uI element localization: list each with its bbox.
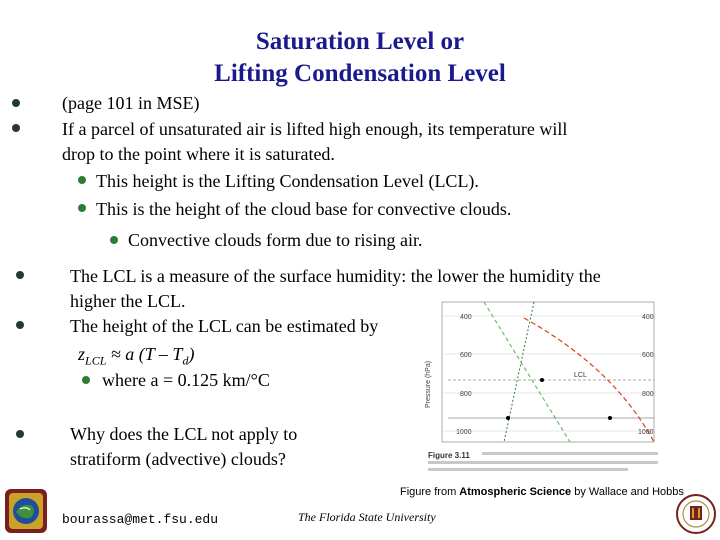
lcl-point <box>540 378 544 382</box>
bullet-lifted-parcel-line-1: If a parcel of unsaturated air is lifted high enough, its temperature will <box>62 119 568 139</box>
figure-caption-heading: Figure 3.11 <box>428 451 470 460</box>
coaps-logo-icon <box>4 488 48 534</box>
bullet-lifted-parcel-line-2: drop to the point where it is saturated. <box>62 144 335 164</box>
bullet-stratiform-question-line-1: Why does the LCL not apply to <box>70 424 298 444</box>
subbullet-cloud-base: This is the height of the cloud base for convective clouds. <box>96 199 512 219</box>
subbullet-lcl-definition: This height is the Lifting Condensation Level (LCL). <box>96 171 479 191</box>
bullet-dot-3 <box>16 271 24 279</box>
tick-left-1000: 1000 <box>456 429 472 436</box>
temperature-point <box>608 416 612 420</box>
tick-left-800: 800 <box>460 391 472 398</box>
dewpoint-point <box>506 416 510 420</box>
bullet-dot-4a <box>82 376 90 384</box>
credit-book-title: Atmospheric Science <box>459 486 572 498</box>
footer-email: bourassa@met.fsu.edu <box>62 512 219 527</box>
bullet-dot-2b-i <box>110 236 118 244</box>
bullet-dot-1 <box>12 99 20 107</box>
bullet-surface-humidity-line-2: higher the LCL. <box>70 291 186 311</box>
formula-subscript-lcl: LCL <box>85 353 107 368</box>
caption-text-blur-1 <box>482 452 658 455</box>
bullet-page-reference: (page 101 in MSE) <box>62 93 200 113</box>
footer-university: The Florida State University <box>298 510 436 524</box>
tick-right-800: 800 <box>642 391 654 398</box>
bullet-dot-2b <box>78 204 86 212</box>
formula-z: z <box>78 344 86 364</box>
bullet-dot-4 <box>16 321 24 329</box>
title-line-1: Saturation Level or <box>255 28 465 55</box>
tick-left-400: 400 <box>460 314 472 321</box>
bullet-dot-2 <box>12 124 20 132</box>
caption-text-blur-3 <box>428 468 628 471</box>
credit-suffix: by Wallace and Hobbs <box>571 486 684 498</box>
skew-t-figure <box>424 298 720 476</box>
bullet-dot-5 <box>16 430 24 438</box>
title-line-2: Lifting Condensation Level <box>214 60 506 87</box>
bullet-dot-2a <box>78 176 86 184</box>
tick-right-400: 400 <box>642 314 654 321</box>
bullet-stratiform-question-line-2: stratiform (advective) clouds? <box>70 449 286 469</box>
diagram-frame <box>442 302 654 442</box>
subbullet-coefficient: where a = 0.125 km/°C <box>102 370 270 390</box>
caption-text-blur-2 <box>428 461 658 464</box>
bullet-surface-humidity-line-1: The LCL is a measure of the surface humidity: the lower the humidity the <box>70 266 601 286</box>
tick-right-600: 600 <box>642 352 654 359</box>
tick-left-600: 600 <box>460 352 472 359</box>
skew-t-diagram <box>424 298 720 476</box>
bullet-lcl-estimate: The height of the LCL can be estimated by <box>70 316 379 336</box>
credit-prefix: Figure from <box>400 486 460 498</box>
figure-credit <box>400 486 684 498</box>
formula-close: ) <box>188 344 195 364</box>
tick-right-1000: 1000 <box>638 429 654 436</box>
fsu-seal-icon <box>676 492 716 536</box>
formula-subscript-d: d <box>182 353 189 368</box>
axis-label-pressure: Pressure (hPa) <box>425 360 432 408</box>
subbullet-convective-clouds: Convective clouds form due to rising air. <box>128 230 423 250</box>
lcl-label: LCL <box>574 372 587 379</box>
formula-body: ≈ a (T – T <box>106 344 183 364</box>
slide-title <box>0 26 720 90</box>
